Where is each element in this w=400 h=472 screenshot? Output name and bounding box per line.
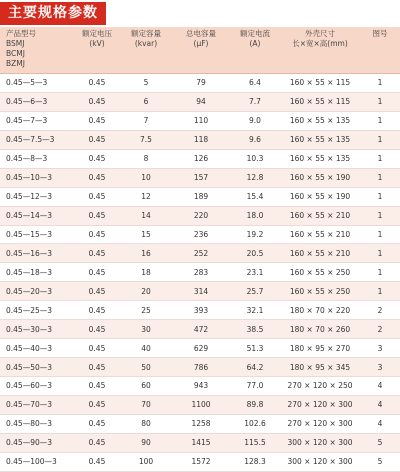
cell-drawing: 2 [360,320,400,339]
table-header [0,27,400,74]
cell-drawing: 4 [360,395,400,414]
cell-capacity: 6 [120,92,172,111]
cell-drawing: 1 [360,206,400,225]
cell-total-capacitance: 79 [172,74,230,93]
cell-size: 160 × 55 × 250 [280,263,360,282]
cell-size: 180 × 95 × 345 [280,358,360,377]
page-title: 主要规格参数 [0,2,106,25]
cell-size: 300 × 120 × 300 [280,452,360,471]
cell-voltage: 0.45 [74,263,120,282]
cell-capacity: 60 [120,377,172,396]
cell-voltage: 0.45 [74,339,120,358]
cell-capacity: 18 [120,263,172,282]
cell-model: 0.45—20—3 [0,282,74,301]
cell-model: 0.45—16—3 [0,244,74,263]
cell-voltage: 0.45 [74,377,120,396]
cell-model: 0.45—6—3 [0,92,74,111]
cell-drawing: 2 [360,301,400,320]
table-row [0,225,400,244]
cell-model: 0.45—5—3 [0,74,74,93]
cell-drawing: 3 [360,339,400,358]
cell-drawing: 1 [360,282,400,301]
cell-current: 12.8 [230,168,280,187]
cell-total-capacitance: 943 [172,377,230,396]
cell-model: 0.45—15—3 [0,225,74,244]
cell-current: 9.0 [230,111,280,130]
cell-voltage: 0.45 [74,187,120,206]
cell-drawing: 4 [360,414,400,433]
header-model: 产品型号 BSMJ BCMJ BZMJ [0,27,74,74]
cell-capacity: 70 [120,395,172,414]
cell-size: 160 × 55 × 250 [280,282,360,301]
title-bar [0,0,400,27]
cell-drawing: 1 [360,74,400,93]
cell-voltage: 0.45 [74,92,120,111]
header-size: 外壳尺寸 长×宽×高(mm) [280,27,360,74]
cell-size: 180 × 95 × 270 [280,339,360,358]
header-total-capacitance: 总电容量 (μF) [172,27,230,74]
cell-size: 160 × 55 × 115 [280,74,360,93]
cell-total-capacitance: 314 [172,282,230,301]
spec-table [0,27,400,472]
table-row [0,395,400,414]
cell-total-capacitance: 118 [172,130,230,149]
cell-model: 0.45—100—3 [0,452,74,471]
cell-total-capacitance: 629 [172,339,230,358]
cell-current: 102.6 [230,414,280,433]
cell-capacity: 20 [120,282,172,301]
cell-capacity: 7 [120,111,172,130]
table-row [0,452,400,471]
cell-model: 0.45—80—3 [0,414,74,433]
cell-size: 270 × 120 × 300 [280,395,360,414]
cell-voltage: 0.45 [74,320,120,339]
table-row [0,130,400,149]
header-voltage: 额定电压 (kV) [74,27,120,74]
cell-capacity: 90 [120,433,172,452]
cell-voltage: 0.45 [74,358,120,377]
cell-size: 160 × 55 × 210 [280,244,360,263]
table-row [0,339,400,358]
cell-capacity: 8 [120,149,172,168]
cell-capacity: 16 [120,244,172,263]
cell-drawing: 5 [360,433,400,452]
cell-size: 180 × 70 × 260 [280,320,360,339]
cell-total-capacitance: 236 [172,225,230,244]
cell-current: 6.4 [230,74,280,93]
cell-size: 270 × 120 × 250 [280,377,360,396]
header-row [0,27,400,74]
header-drawing: 图号 [360,27,400,74]
cell-total-capacitance: 189 [172,187,230,206]
cell-total-capacitance: 283 [172,263,230,282]
cell-voltage: 0.45 [74,130,120,149]
cell-voltage: 0.45 [74,395,120,414]
cell-total-capacitance: 1258 [172,414,230,433]
table-row [0,149,400,168]
cell-voltage: 0.45 [74,244,120,263]
cell-capacity: 50 [120,358,172,377]
cell-current: 128.3 [230,452,280,471]
table-row [0,282,400,301]
cell-current: 10.3 [230,149,280,168]
cell-model: 0.45—30—3 [0,320,74,339]
cell-size: 160 × 55 × 135 [280,130,360,149]
cell-total-capacitance: 393 [172,301,230,320]
cell-model: 0.45—60—3 [0,377,74,396]
table-row [0,74,400,93]
cell-voltage: 0.45 [74,452,120,471]
cell-model: 0.45—7.5—3 [0,130,74,149]
cell-voltage: 0.45 [74,301,120,320]
cell-total-capacitance: 220 [172,206,230,225]
cell-drawing: 5 [360,452,400,471]
cell-current: 89.8 [230,395,280,414]
cell-voltage: 0.45 [74,111,120,130]
cell-total-capacitance: 110 [172,111,230,130]
cell-drawing: 1 [360,187,400,206]
cell-drawing: 1 [360,263,400,282]
cell-total-capacitance: 1572 [172,452,230,471]
cell-drawing: 1 [360,130,400,149]
cell-voltage: 0.45 [74,433,120,452]
table-row [0,263,400,282]
cell-capacity: 7.5 [120,130,172,149]
cell-current: 18.0 [230,206,280,225]
cell-model: 0.45—25—3 [0,301,74,320]
cell-capacity: 100 [120,452,172,471]
cell-drawing: 1 [360,111,400,130]
cell-model: 0.45—7—3 [0,111,74,130]
table-row [0,111,400,130]
cell-size: 160 × 55 × 190 [280,168,360,187]
cell-current: 19.2 [230,225,280,244]
table-row [0,244,400,263]
cell-current: 25.7 [230,282,280,301]
cell-total-capacitance: 786 [172,358,230,377]
cell-current: 38.5 [230,320,280,339]
table-row [0,301,400,320]
cell-drawing: 1 [360,168,400,187]
cell-capacity: 10 [120,168,172,187]
cell-voltage: 0.45 [74,74,120,93]
cell-size: 160 × 55 × 210 [280,206,360,225]
cell-voltage: 0.45 [74,414,120,433]
header-current: 额定电流 (A) [230,27,280,74]
header-capacity: 额定容量 (kvar) [120,27,172,74]
cell-capacity: 25 [120,301,172,320]
cell-capacity: 5 [120,74,172,93]
cell-capacity: 12 [120,187,172,206]
cell-capacity: 40 [120,339,172,358]
cell-size: 270 × 120 × 300 [280,414,360,433]
cell-drawing: 3 [360,358,400,377]
cell-voltage: 0.45 [74,149,120,168]
table-row [0,92,400,111]
cell-current: 9.6 [230,130,280,149]
cell-total-capacitance: 157 [172,168,230,187]
cell-capacity: 80 [120,414,172,433]
table-body [0,74,400,472]
cell-model: 0.45—70—3 [0,395,74,414]
cell-drawing: 4 [360,377,400,396]
cell-drawing: 1 [360,149,400,168]
cell-current: 7.7 [230,92,280,111]
cell-model: 0.45—18—3 [0,263,74,282]
cell-model: 0.45—40—3 [0,339,74,358]
cell-size: 300 × 120 × 300 [280,433,360,452]
spec-table-wrapper [0,27,400,472]
cell-voltage: 0.45 [74,225,120,244]
cell-model: 0.45—90—3 [0,433,74,452]
table-row [0,320,400,339]
cell-voltage: 0.45 [74,282,120,301]
cell-model: 0.45—10—3 [0,168,74,187]
cell-current: 77.0 [230,377,280,396]
cell-size: 160 × 55 × 190 [280,187,360,206]
cell-voltage: 0.45 [74,168,120,187]
cell-model: 0.45—50—3 [0,358,74,377]
cell-current: 32.1 [230,301,280,320]
cell-model: 0.45—14—3 [0,206,74,225]
table-row [0,206,400,225]
cell-size: 180 × 70 × 220 [280,301,360,320]
cell-capacity: 30 [120,320,172,339]
cell-total-capacitance: 1415 [172,433,230,452]
cell-total-capacitance: 126 [172,149,230,168]
cell-current: 23.1 [230,263,280,282]
cell-voltage: 0.45 [74,206,120,225]
cell-capacity: 14 [120,206,172,225]
cell-capacity: 15 [120,225,172,244]
cell-model: 0.45—8—3 [0,149,74,168]
cell-total-capacitance: 94 [172,92,230,111]
cell-total-capacitance: 252 [172,244,230,263]
cell-drawing: 1 [360,225,400,244]
table-row [0,377,400,396]
cell-current: 15.4 [230,187,280,206]
cell-size: 160 × 55 × 210 [280,225,360,244]
cell-size: 160 × 55 × 135 [280,149,360,168]
cell-model: 0.45—12—3 [0,187,74,206]
table-row [0,187,400,206]
cell-current: 20.5 [230,244,280,263]
cell-drawing: 1 [360,244,400,263]
cell-size: 160 × 55 × 135 [280,111,360,130]
cell-size: 160 × 55 × 115 [280,92,360,111]
table-row [0,414,400,433]
table-row [0,433,400,452]
cell-total-capacitance: 1100 [172,395,230,414]
table-row [0,168,400,187]
cell-current: 64.2 [230,358,280,377]
table-row [0,358,400,377]
cell-drawing: 1 [360,92,400,111]
cell-current: 115.5 [230,433,280,452]
cell-total-capacitance: 472 [172,320,230,339]
cell-current: 51.3 [230,339,280,358]
